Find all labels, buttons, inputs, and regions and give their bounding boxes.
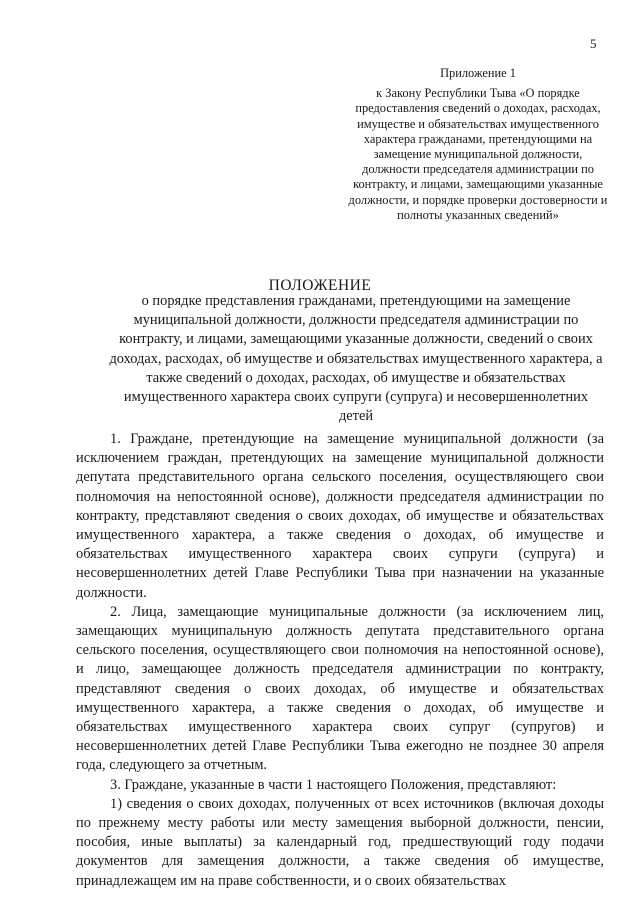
- paragraph-2: 2. Лица, замещающие муниципальные должности (за исключением лиц, замещающих муниципальную должность депутата представительного органа сельского поселения, осуществляющего свои полномочия на непостоянной основе), и лицо, замещающее должность председателя администрации по контракту, представляют сведения о своих доходах, об имуществе и обязательствах имущественного характера, а также сведения о доходах, об имуществе и обязательствах имущественного характера своих супруг (супругов) и несовершеннолетних детей Главе Республики Тыва ежегодно не позднее 30 апреля года, следующего за отчетным.: [76, 603, 604, 774]
- document-subtitle: о порядке представления гражданами, претендующими на замещение муниципальной должности, должности председателя администрации по контракту, и лицами, замещающими указанные должности, сведений о своих доходах, расходах, об имуществе и обязательствах имущественного характера, а также сведений о доходах, расходах, об имуществе и обязательствах имущественного характера своих супруги (супруга) и несовершеннолетних детей: [109, 293, 603, 425]
- document-body: [76, 430, 604, 891]
- appendix-block: [346, 66, 610, 223]
- paragraph-1: 1. Граждане, претендующие на замещение муниципальной должности (за исключением граждан, претендующих на замещение муниципальной должности депутата представительного органа сельского поселения, осуществляющего свои полномочия на непостоянной основе), должности председателя администрации по контракту, представляют сведения о своих доходах, об имуществе и обязательствах имущественного характера, а также сведения о доходах, об имуществе и обязательствах имущественного характера своих супруги (супруга) и несовершеннолетних детей Главе Республики Тыва при назначении на указанные должности.: [76, 431, 604, 601]
- page-number: 5: [590, 36, 597, 51]
- paragraph-3: 3. Граждане, указанные в части 1 настоящего Положения, представляют:: [110, 776, 557, 793]
- paragraph-3-item-1: 1) сведения о своих доходах, полученных от всех источников (включая доходы по прежнему месту работы или месту замещения выборной должности, пенсии, пособия, иные выплаты) за календарный год, предшествующий году подачи документов для замещения должности, а также сведения об имуществе, принадлежащем им на праве собственности, и о своих обязательствах: [76, 795, 604, 889]
- document-title: ПОЛОЖЕНИЕ: [268, 277, 372, 294]
- appendix-title: Приложение 1: [440, 66, 516, 80]
- appendix-text: к Закону Республики Тыва «О порядке предоставления сведений о доходах, расходах, имуществе и обязательствах имущественного характера гражданами, претендующими на замещение муниципальной должности, должности председателя администрации по контракту, и лицами, замещающими указанные должности, и порядке проверки достоверности и полноты указанных сведений»: [348, 86, 608, 222]
